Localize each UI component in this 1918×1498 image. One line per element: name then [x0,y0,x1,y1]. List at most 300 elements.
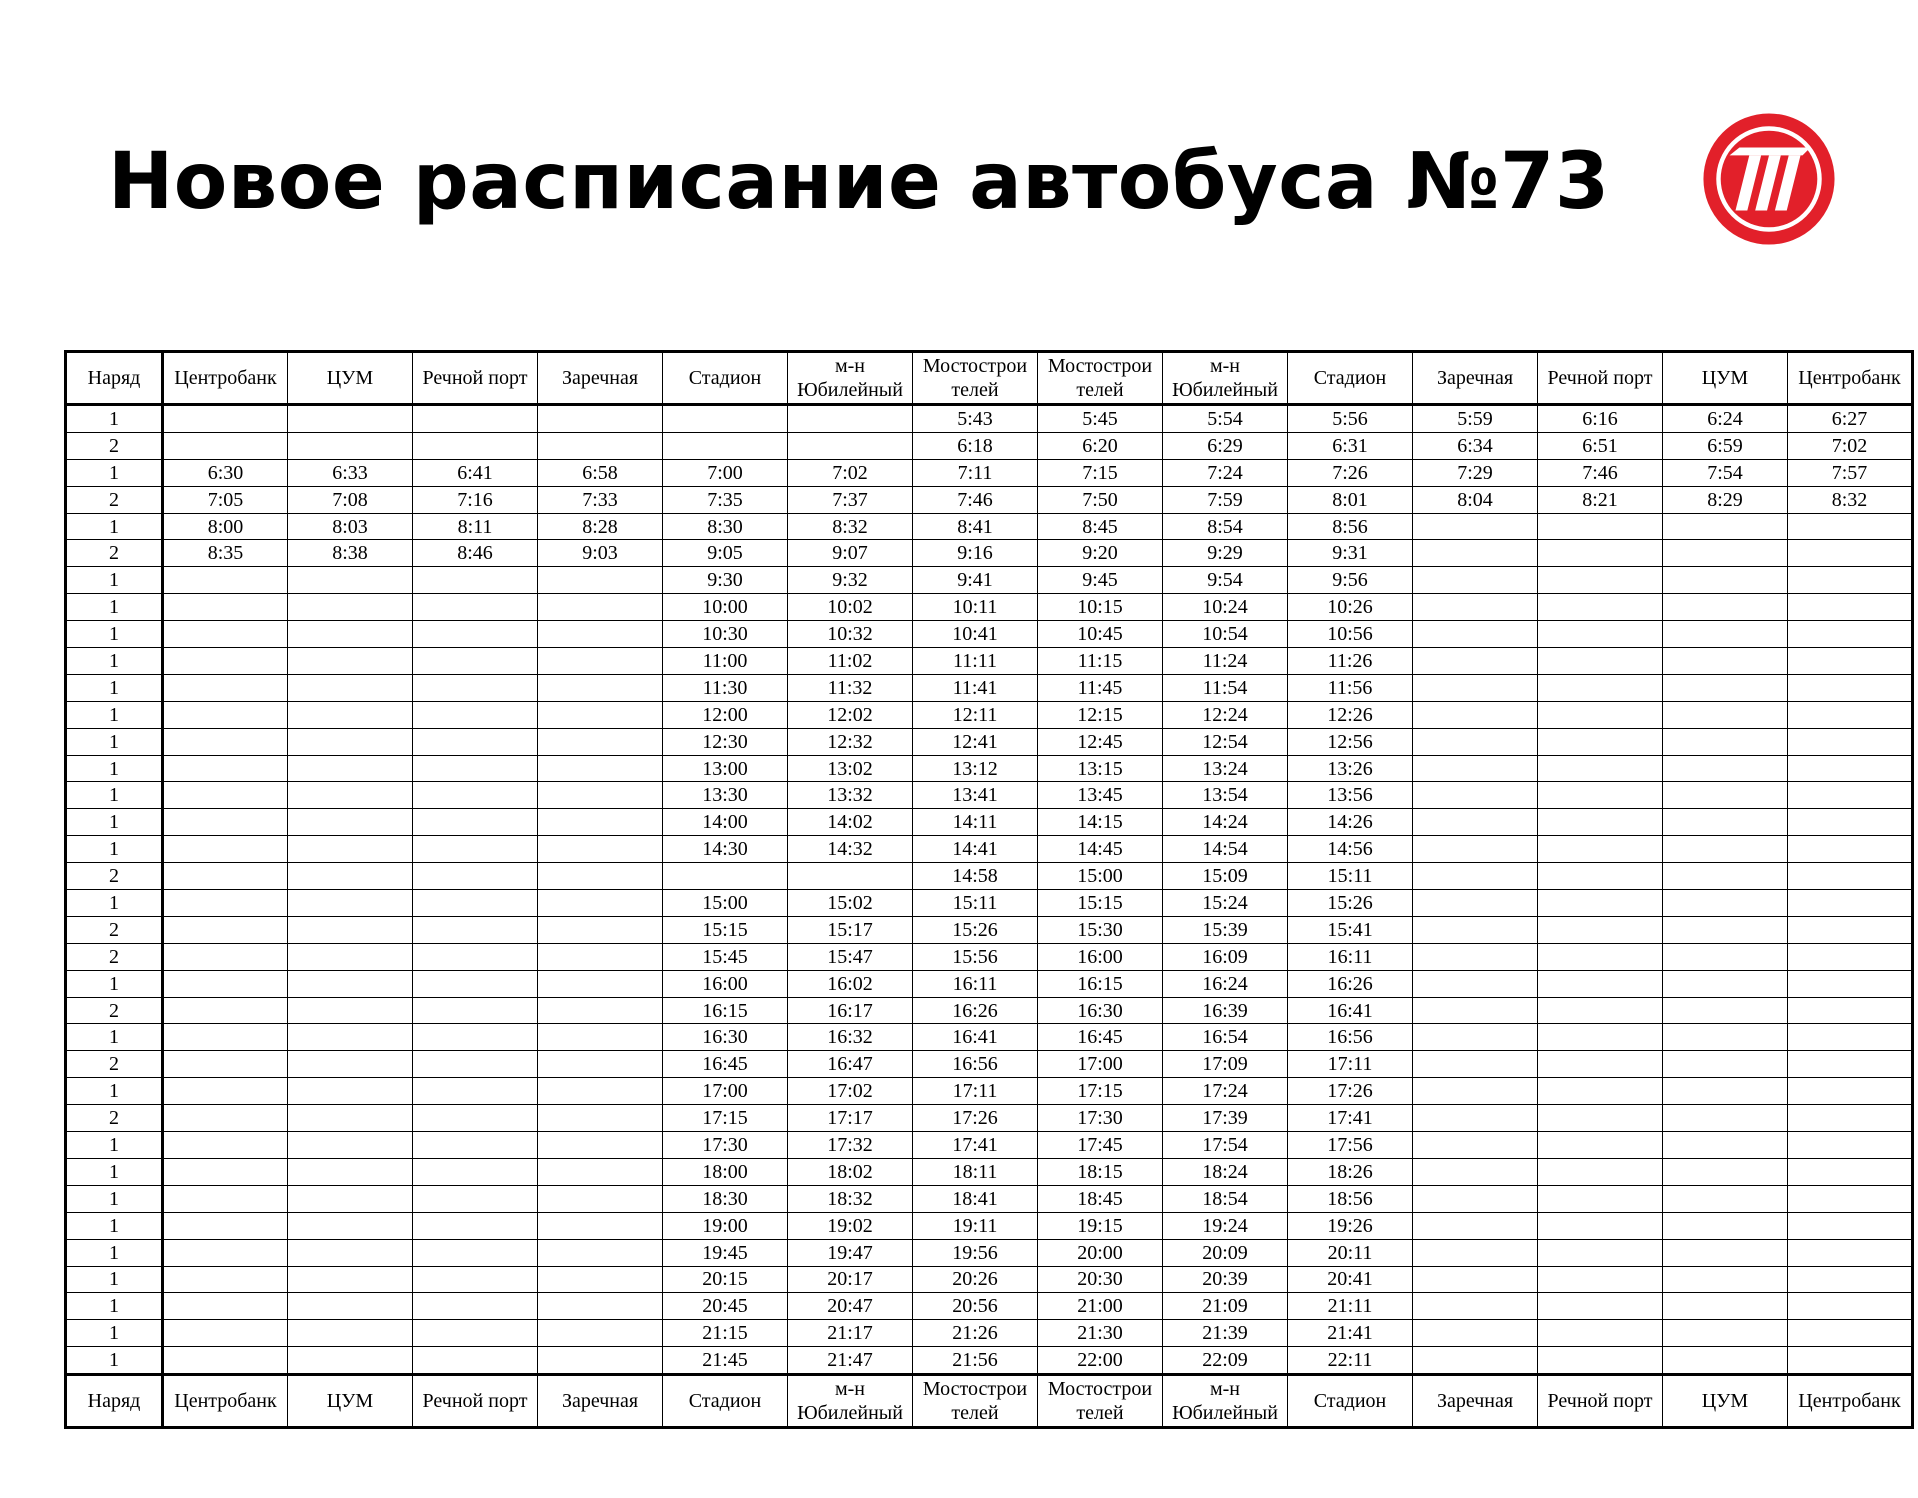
time-cell [1788,1024,1913,1051]
shift-cell: 1 [66,1212,163,1239]
time-cell [1413,1185,1538,1212]
time-cell [163,1158,288,1185]
time-cell [1413,1347,1538,1375]
time-cell [1663,513,1788,540]
time-cell [1663,1051,1788,1078]
time-cell: 14:00 [663,809,788,836]
time-cell: 9:56 [1288,567,1413,594]
column-footer-cell: Центробанк [1788,1375,1913,1428]
time-cell [163,405,288,433]
time-cell [163,648,288,675]
time-cell [538,1158,663,1185]
time-cell [288,648,413,675]
time-cell: 17:00 [663,1078,788,1105]
time-cell: 16:30 [1038,997,1163,1024]
time-cell [413,916,538,943]
table-row [66,943,1913,970]
time-cell [1663,1347,1788,1375]
time-cell: 21:47 [788,1347,913,1375]
time-cell [1413,890,1538,917]
time-cell: 15:26 [1288,890,1413,917]
column-header-cell: м-н Юбилейный [1163,352,1288,405]
shift-cell: 1 [66,405,163,433]
time-cell: 9:16 [913,540,1038,567]
table-row [66,1051,1913,1078]
time-cell [1788,1051,1913,1078]
column-header-cell: Наряд [66,352,163,405]
time-cell: 14:45 [1038,836,1163,863]
time-cell: 18:56 [1288,1185,1413,1212]
time-cell: 15:41 [1288,916,1413,943]
time-cell: 10:56 [1288,621,1413,648]
time-cell [663,405,788,433]
time-cell: 13:56 [1288,782,1413,809]
table-row [66,1320,1913,1347]
time-cell: 19:47 [788,1239,913,1266]
table-row [66,513,1913,540]
time-cell: 6:58 [538,459,663,486]
time-cell [288,674,413,701]
time-cell: 9:20 [1038,540,1163,567]
shift-cell: 1 [66,594,163,621]
time-cell: 21:39 [1163,1320,1288,1347]
time-cell: 16:54 [1163,1024,1288,1051]
table-row [66,1105,1913,1132]
time-cell [1788,1347,1913,1375]
table-row [66,432,1913,459]
time-cell: 6:27 [1788,405,1913,433]
time-cell: 9:45 [1038,567,1163,594]
column-header-cell: Стадион [1288,352,1413,405]
time-cell [163,916,288,943]
time-cell: 17:30 [663,1132,788,1159]
time-cell [163,943,288,970]
time-cell: 7:37 [788,486,913,513]
time-cell [538,782,663,809]
time-cell: 6:33 [288,459,413,486]
time-cell [413,621,538,648]
time-cell: 13:15 [1038,755,1163,782]
time-cell: 14:11 [913,809,1038,836]
shift-cell: 1 [66,1024,163,1051]
time-cell [1413,1078,1538,1105]
time-cell: 20:45 [663,1293,788,1320]
table-row [66,459,1913,486]
transport-company-logo-icon [1700,110,1838,248]
time-cell: 12:45 [1038,728,1163,755]
time-cell: 13:54 [1163,782,1288,809]
time-cell: 16:00 [663,970,788,997]
time-cell: 7:50 [1038,486,1163,513]
time-cell [1413,755,1538,782]
time-cell: 7:59 [1163,486,1288,513]
time-cell [413,1132,538,1159]
table-row [66,728,1913,755]
table-row [66,594,1913,621]
time-cell: 6:34 [1413,432,1538,459]
time-cell: 11:26 [1288,648,1413,675]
time-cell [538,567,663,594]
column-header-cell: Заречная [1413,352,1538,405]
time-cell [1538,1078,1663,1105]
time-cell: 7:57 [1788,459,1913,486]
time-cell: 8:45 [1038,513,1163,540]
time-cell [1538,1132,1663,1159]
time-cell [1538,648,1663,675]
time-cell: 17:11 [1288,1051,1413,1078]
time-cell [163,970,288,997]
time-cell: 17:41 [913,1132,1038,1159]
time-cell: 7:11 [913,459,1038,486]
time-cell [288,567,413,594]
time-cell: 6:20 [1038,432,1163,459]
time-cell: 8:00 [163,513,288,540]
table-row [66,1158,1913,1185]
time-cell: 15:11 [913,890,1038,917]
time-cell: 6:59 [1663,432,1788,459]
time-cell: 9:41 [913,567,1038,594]
time-cell [163,1132,288,1159]
time-cell: 15:56 [913,943,1038,970]
time-cell: 16:56 [1288,1024,1413,1051]
time-cell: 8:21 [1538,486,1663,513]
time-cell [1663,728,1788,755]
time-cell: 9:31 [1288,540,1413,567]
time-cell [163,1347,288,1375]
time-cell [1663,1185,1788,1212]
time-cell [163,1105,288,1132]
time-cell [413,594,538,621]
time-cell [413,701,538,728]
time-cell: 5:54 [1163,405,1288,433]
time-cell: 8:46 [413,540,538,567]
table-row [66,1266,1913,1293]
time-cell: 16:09 [1163,943,1288,970]
column-header-cell: м-н Юбилейный [788,352,913,405]
time-cell: 11:11 [913,648,1038,675]
time-cell: 16:47 [788,1051,913,1078]
time-cell [1788,1212,1913,1239]
table-row [66,1185,1913,1212]
time-cell: 21:45 [663,1347,788,1375]
time-cell [163,1320,288,1347]
time-cell [163,836,288,863]
time-cell [288,836,413,863]
column-footer-cell: м-н Юбилейный [788,1375,913,1428]
time-cell [413,997,538,1024]
time-cell [1663,1132,1788,1159]
time-cell: 16:32 [788,1024,913,1051]
time-cell [163,728,288,755]
time-cell [1413,540,1538,567]
time-cell [1788,863,1913,890]
time-cell [413,755,538,782]
time-cell: 6:18 [913,432,1038,459]
time-cell [1663,1105,1788,1132]
time-cell [288,916,413,943]
time-cell [1413,943,1538,970]
time-cell [1538,1105,1663,1132]
time-cell: 17:45 [1038,1132,1163,1159]
time-cell: 15:00 [663,890,788,917]
table-row [66,836,1913,863]
time-cell [413,432,538,459]
time-cell [1413,809,1538,836]
time-cell: 17:17 [788,1105,913,1132]
time-cell: 21:00 [1038,1293,1163,1320]
time-cell [1663,594,1788,621]
time-cell [1788,836,1913,863]
time-cell [1538,513,1663,540]
shift-cell: 1 [66,728,163,755]
time-cell: 9:29 [1163,540,1288,567]
time-cell: 6:30 [163,459,288,486]
column-header-cell: Центробанк [1788,352,1913,405]
time-cell [288,1293,413,1320]
column-footer-cell: Заречная [538,1375,663,1428]
time-cell [288,997,413,1024]
time-cell [163,863,288,890]
time-cell [1413,513,1538,540]
time-cell [1538,997,1663,1024]
time-cell [538,997,663,1024]
column-footer-cell: ЦУМ [288,1375,413,1428]
table-row [66,1347,1913,1375]
time-cell: 20:30 [1038,1266,1163,1293]
time-cell [1413,863,1538,890]
time-cell: 12:15 [1038,701,1163,728]
time-cell: 12:32 [788,728,913,755]
time-cell: 13:02 [788,755,913,782]
time-cell: 7:24 [1163,459,1288,486]
table-row [66,405,1913,433]
shift-cell: 2 [66,863,163,890]
time-cell: 12:00 [663,701,788,728]
time-cell [538,1293,663,1320]
time-cell [288,432,413,459]
time-cell: 13:26 [1288,755,1413,782]
time-cell: 12:24 [1163,701,1288,728]
time-cell: 7:26 [1288,459,1413,486]
time-cell: 10:32 [788,621,913,648]
time-cell: 10:30 [663,621,788,648]
time-cell: 13:32 [788,782,913,809]
table-row [66,890,1913,917]
time-cell [413,728,538,755]
time-cell: 20:00 [1038,1239,1163,1266]
time-cell [1663,567,1788,594]
time-cell: 10:00 [663,594,788,621]
time-cell [413,1024,538,1051]
shift-cell: 1 [66,1347,163,1375]
table-row [66,540,1913,567]
time-cell: 19:02 [788,1212,913,1239]
column-header-cell: Речной порт [413,352,538,405]
time-cell [538,701,663,728]
time-cell [1663,863,1788,890]
time-cell: 6:31 [1288,432,1413,459]
time-cell [288,1212,413,1239]
time-cell [163,594,288,621]
time-cell: 14:26 [1288,809,1413,836]
time-cell: 6:41 [413,459,538,486]
time-cell: 21:26 [913,1320,1038,1347]
time-cell [788,863,913,890]
time-cell: 10:02 [788,594,913,621]
time-cell [1788,782,1913,809]
column-footer-cell: Заречная [1413,1375,1538,1428]
time-cell: 15:24 [1163,890,1288,917]
time-cell [1538,728,1663,755]
time-cell [1788,755,1913,782]
time-cell: 5:43 [913,405,1038,433]
time-cell [413,1051,538,1078]
time-cell: 21:41 [1288,1320,1413,1347]
time-cell: 15:11 [1288,863,1413,890]
time-cell: 16:15 [663,997,788,1024]
time-cell [288,863,413,890]
time-cell [163,701,288,728]
time-cell [1788,1266,1913,1293]
time-cell [1788,943,1913,970]
time-cell: 15:45 [663,943,788,970]
time-cell [1538,836,1663,863]
time-cell: 13:41 [913,782,1038,809]
time-cell: 17:39 [1163,1105,1288,1132]
time-cell: 16:26 [1288,970,1413,997]
time-cell [1788,540,1913,567]
shift-cell: 2 [66,1105,163,1132]
time-cell: 14:02 [788,809,913,836]
time-cell: 11:15 [1038,648,1163,675]
time-cell: 9:54 [1163,567,1288,594]
time-cell: 7:02 [1788,432,1913,459]
time-cell: 19:45 [663,1239,788,1266]
column-footer-cell: Наряд [66,1375,163,1428]
time-cell [1788,997,1913,1024]
time-cell [413,1185,538,1212]
time-cell: 6:24 [1663,405,1788,433]
time-cell [1538,1293,1663,1320]
time-cell [1538,540,1663,567]
time-cell: 18:11 [913,1158,1038,1185]
column-footer-cell: ЦУМ [1663,1375,1788,1428]
time-cell [538,1078,663,1105]
column-header-cell: Мостострои телей [1038,352,1163,405]
column-footer-cell: Центробанк [163,1375,288,1428]
time-cell: 18:15 [1038,1158,1163,1185]
time-cell [413,674,538,701]
time-cell [1788,1158,1913,1185]
time-cell [1663,997,1788,1024]
time-cell: 8:35 [163,540,288,567]
time-cell [1663,890,1788,917]
time-cell: 7:00 [663,459,788,486]
time-cell: 10:54 [1163,621,1288,648]
time-cell [288,1024,413,1051]
time-cell [1413,1320,1538,1347]
time-cell [163,755,288,782]
time-cell [1788,674,1913,701]
time-cell: 17:54 [1163,1132,1288,1159]
time-cell: 15:47 [788,943,913,970]
time-cell: 14:41 [913,836,1038,863]
column-header-cell: ЦУМ [1663,352,1788,405]
time-cell: 15:15 [1038,890,1163,917]
time-cell: 7:05 [163,486,288,513]
time-cell [1788,1320,1913,1347]
time-cell [663,432,788,459]
time-cell: 8:03 [288,513,413,540]
time-cell [413,890,538,917]
time-cell [1663,1024,1788,1051]
time-cell [1788,809,1913,836]
time-cell: 20:41 [1288,1266,1413,1293]
time-cell [288,970,413,997]
time-cell [163,432,288,459]
table-row [66,755,1913,782]
schedule-table [64,350,1914,1429]
time-cell [413,1239,538,1266]
time-cell [288,1105,413,1132]
time-cell [1663,701,1788,728]
time-cell: 6:51 [1538,432,1663,459]
time-cell: 11:30 [663,674,788,701]
time-cell [538,1266,663,1293]
time-cell [1413,594,1538,621]
time-cell: 19:24 [1163,1212,1288,1239]
time-cell [413,863,538,890]
time-cell [1663,648,1788,675]
time-cell: 9:05 [663,540,788,567]
time-cell: 11:00 [663,648,788,675]
time-cell: 16:39 [1163,997,1288,1024]
table-row [66,1212,1913,1239]
time-cell: 14:54 [1163,836,1288,863]
time-cell: 16:26 [913,997,1038,1024]
time-cell: 22:00 [1038,1347,1163,1375]
time-cell [1788,621,1913,648]
time-cell: 8:28 [538,513,663,540]
time-cell [163,997,288,1024]
time-cell [1538,890,1663,917]
time-cell: 17:26 [1288,1078,1413,1105]
time-cell: 18:24 [1163,1158,1288,1185]
time-cell: 18:26 [1288,1158,1413,1185]
time-cell [288,701,413,728]
time-cell [288,1266,413,1293]
time-cell: 8:30 [663,513,788,540]
time-cell [163,1239,288,1266]
time-cell [1538,674,1663,701]
table-row [66,674,1913,701]
time-cell: 19:26 [1288,1212,1413,1239]
time-cell [788,432,913,459]
time-cell: 14:30 [663,836,788,863]
time-cell [163,1212,288,1239]
time-cell [788,405,913,433]
time-cell [1663,1320,1788,1347]
time-cell: 10:15 [1038,594,1163,621]
time-cell [413,970,538,997]
time-cell: 12:26 [1288,701,1413,728]
time-cell [288,621,413,648]
time-cell [1538,1158,1663,1185]
time-cell: 22:11 [1288,1347,1413,1375]
time-cell: 19:00 [663,1212,788,1239]
shift-cell: 2 [66,916,163,943]
time-cell [1788,1078,1913,1105]
